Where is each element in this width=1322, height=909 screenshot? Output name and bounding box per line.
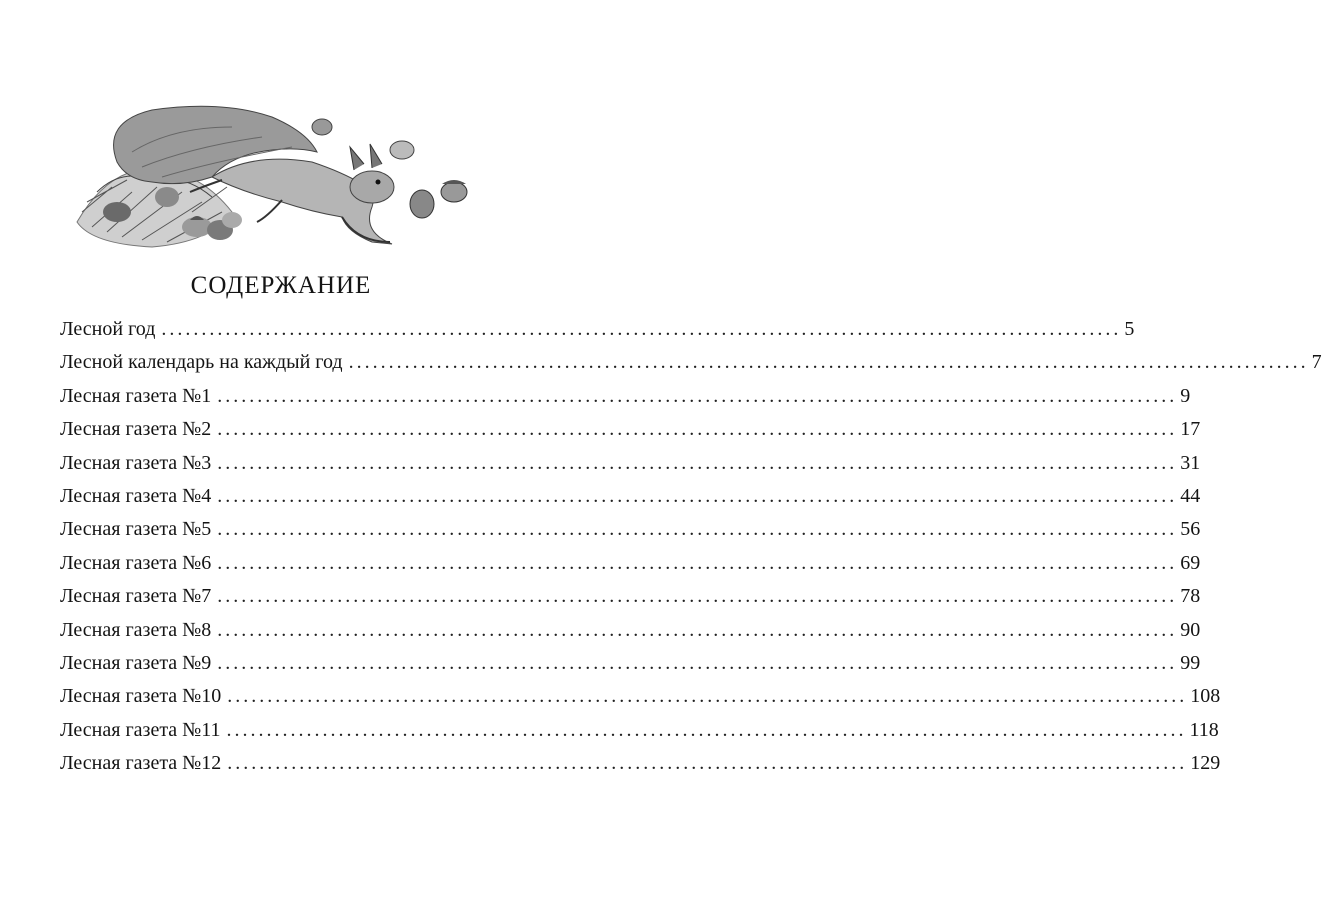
toc-leader-dots: ........................................................................................................................	[217, 384, 1178, 407]
table-of-contents	[60, 318, 1322, 785]
toc-entry	[60, 718, 1219, 752]
toc-entry-label: Лесная газета №7	[60, 585, 212, 608]
toc-entry	[60, 685, 1221, 718]
toc-entry-page: 78	[1180, 585, 1201, 608]
toc-entry-page: 118	[1189, 718, 1219, 741]
toc-entry-label: Лесная газета №12	[60, 752, 222, 775]
toc-entry-label: Лесная газета №9	[60, 651, 212, 674]
toc-entry-page: 90	[1180, 618, 1201, 641]
toc-leader-dots: ........................................................................................................................	[227, 752, 1188, 775]
toc-entry-page: 17	[1180, 418, 1201, 441]
toc-leader-dots: ........................................................................................................................	[227, 685, 1188, 708]
squirrel-head	[350, 171, 394, 203]
toc-leader-dots: ........................................................................................................................	[217, 518, 1178, 541]
toc-leader-dots: ........................................................................................................................	[217, 418, 1178, 441]
toc-entry-label: Лесной календарь на каждый год	[60, 351, 343, 374]
toc-entry-label: Лесная газета №5	[60, 518, 212, 541]
toc-entry-page: 99	[1180, 651, 1201, 674]
toc-entry-label: Лесная газета №1	[60, 384, 212, 407]
toc-entry-page: 7	[1311, 351, 1322, 374]
toc-entry	[60, 551, 1201, 585]
toc-entry	[60, 451, 1201, 485]
toc-entry-page: 44	[1180, 484, 1201, 507]
toc-leader-dots: ........................................................................................................................	[217, 585, 1178, 608]
page-title: СОДЕРЖАНИЕ	[190, 272, 372, 299]
toc-entry	[60, 518, 1201, 551]
toc-entry	[60, 618, 1201, 652]
toc-entry	[60, 351, 1322, 384]
toc-entry-page: 5	[1124, 318, 1135, 340]
squirrel-illustration	[72, 92, 492, 264]
toc-entry-page: 31	[1180, 451, 1201, 474]
toc-leader-dots: ........................................................................................................................	[217, 618, 1178, 641]
toc-entry	[60, 585, 1201, 618]
toc-entry-label: Лесная газета №11	[60, 718, 221, 741]
toc-leader-dots: ........................................................................................................................	[217, 651, 1178, 674]
toc-entry	[60, 318, 1135, 351]
toc-entry	[60, 484, 1201, 518]
toc-leader-dots: ........................................................................................................................	[348, 351, 1309, 374]
toc-entry-label: Лесная газета №2	[60, 418, 212, 441]
toc-entry-page: 56	[1180, 518, 1201, 541]
toc-entry-label: Лесной год	[60, 318, 156, 340]
toc-leader-dots: ........................................................................................................................	[217, 484, 1178, 507]
toc-leader-dots: ........................................................................................................................	[217, 551, 1178, 574]
toc-entry-label: Лесная газета №10	[60, 685, 222, 708]
toc-entry	[60, 384, 1191, 418]
toc-entry	[60, 651, 1201, 685]
toc-entry-label: Лесная газета №6	[60, 551, 212, 574]
toc-entry-page: 108	[1190, 685, 1221, 708]
toc-entry-page: 69	[1180, 551, 1201, 574]
toc-entry-page: 9	[1180, 384, 1191, 407]
toc-leader-dots: ........................................................................................................................	[217, 451, 1178, 474]
toc-leader-dots: ........................................................................................................................	[226, 718, 1187, 741]
toc-entry-page: 129	[1190, 752, 1221, 775]
toc-leader-dots: ........................................................................................................................	[161, 318, 1122, 340]
toc-entry-label: Лесная газета №3	[60, 451, 212, 474]
toc-entry-label: Лесная газета №4	[60, 484, 212, 507]
toc-entry	[60, 418, 1201, 451]
toc-entry	[60, 752, 1221, 785]
toc-entry-label: Лесная газета №8	[60, 618, 212, 641]
